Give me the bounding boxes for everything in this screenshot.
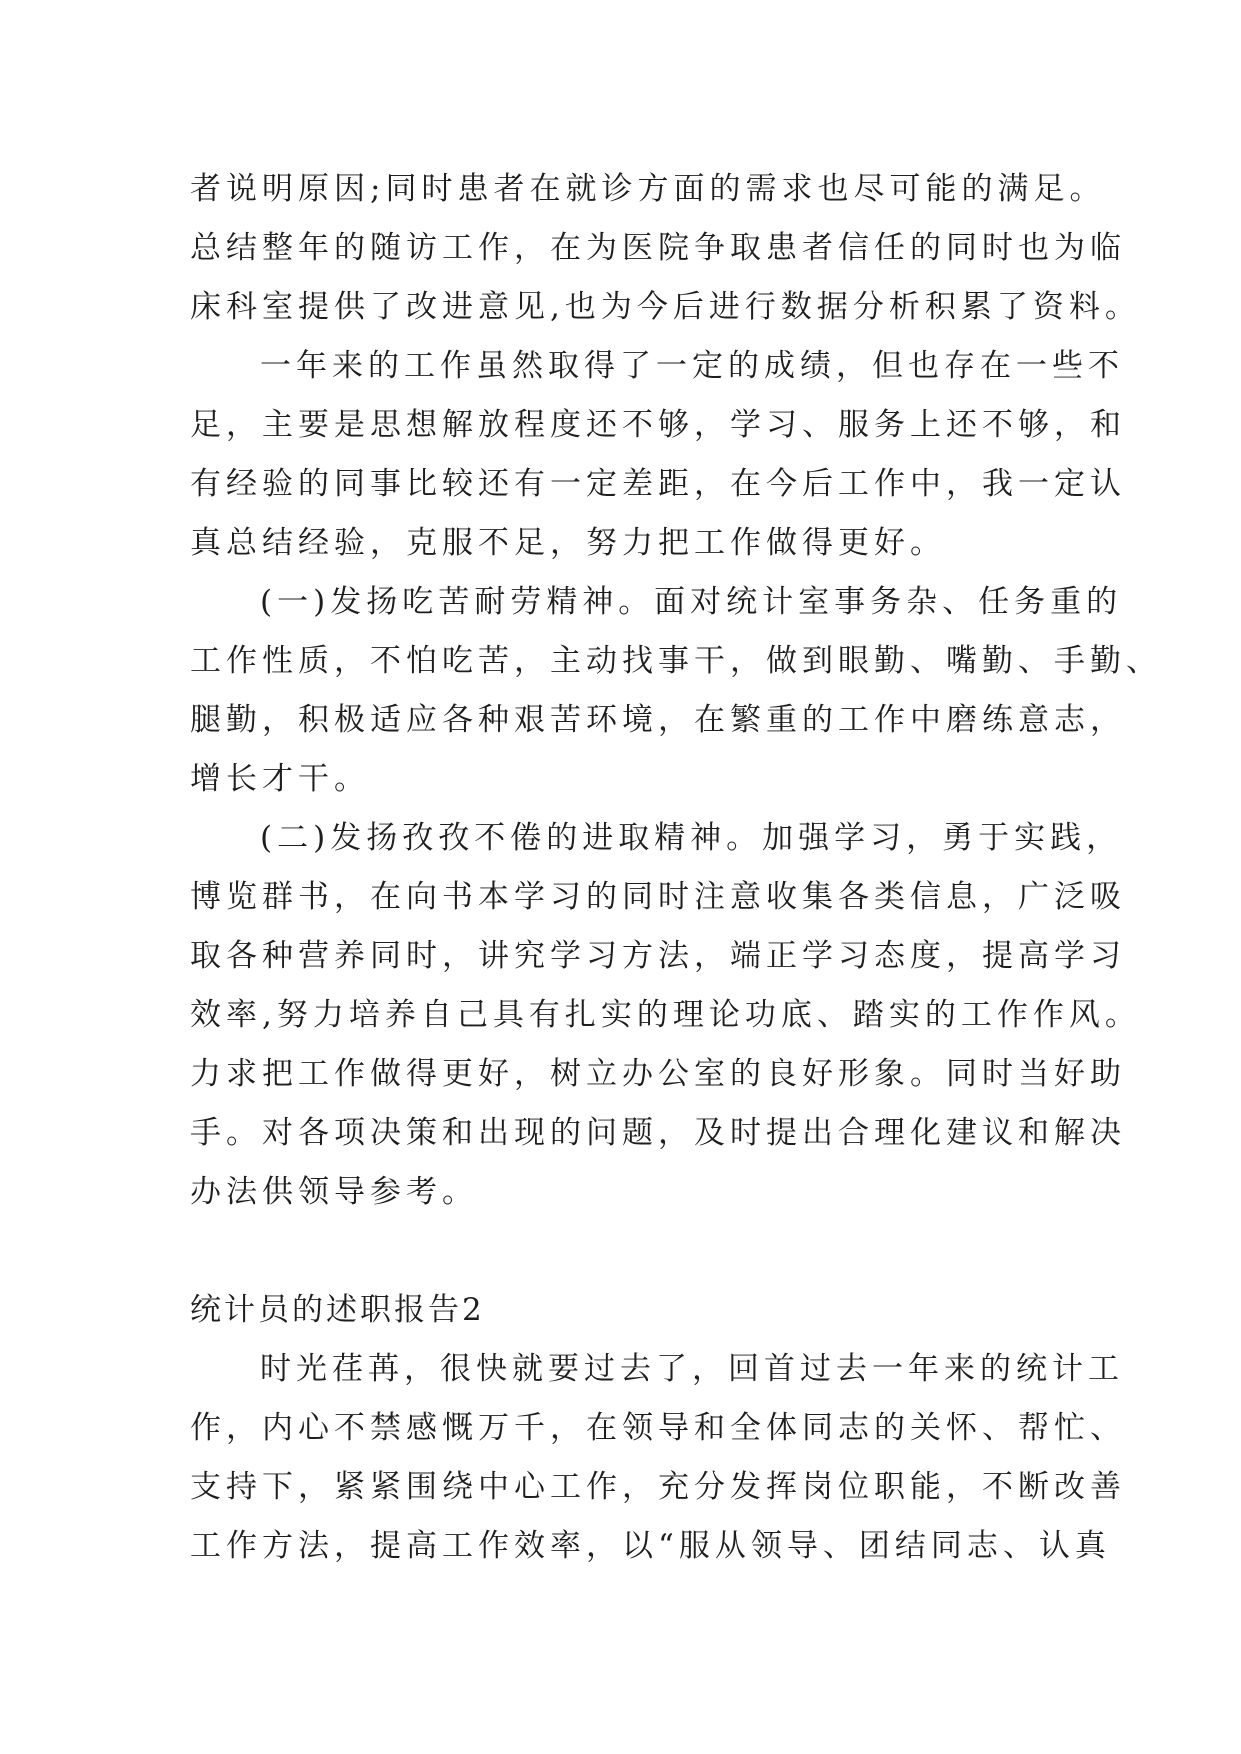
- text-line: 真总结经验，克服不足，努力把工作做得更好。: [190, 525, 946, 561]
- text-line: 工作方法，提高工作效率，以“服从领导、团结同志、认真: [190, 1528, 1111, 1564]
- text-line: (二)发扬孜孜不倦的进取精神。加强学习，勇于实践，: [260, 820, 1123, 856]
- text-line: 工作性质，不怕吃苦，主动找事干，做到眼勤、嘴勤、手勤、: [190, 643, 1162, 679]
- paragraph: [190, 337, 1126, 573]
- text-line: 博览群书，在向书本学习的同时注意收集各类信息，广泛吸: [190, 879, 1126, 915]
- text-line: 手。对各项决策和出现的问题，及时提出合理化建议和解决: [190, 1115, 1126, 1151]
- text-line: 床科室提供了改进意见,也为今后进行数据分析积累了资料。: [190, 289, 1141, 325]
- paragraph: [190, 1340, 1126, 1576]
- text-line: 一年来的工作虽然取得了一定的成绩，但也存在一些不: [260, 348, 1124, 384]
- text-line: 腿勤，积极适应各种艰苦环境，在繁重的工作中磨练意志，: [190, 702, 1126, 738]
- paragraph: [190, 809, 1141, 1222]
- section-spacer: [190, 1222, 1070, 1281]
- text-line: (一)发扬吃苦耐劳精神。面对统计室事务杂、任务重的: [260, 584, 1123, 620]
- text-line: 者说明原因;同时患者在就诊方面的需求也尽可能的满足。: [190, 171, 1106, 207]
- text-line: 足，主要是思想解放程度还不够，学习、服务上还不够，和: [190, 407, 1126, 443]
- text-line: 时光荏苒，很快就要过去了，回首过去一年来的统计工: [260, 1351, 1124, 1387]
- paragraph: [190, 219, 1141, 337]
- text-line: 作，内心不禁感慨万千，在领导和全体同志的关怀、帮忙、: [190, 1410, 1126, 1446]
- text-line: 效率,努力培养自己具有扎实的理论功底、踏实的工作作风。: [190, 997, 1141, 1033]
- text-line: 取各种营养同时，讲究学习方法，端正学习态度，提高学习: [190, 938, 1126, 974]
- section-heading: 统计员的述职报告2: [190, 1292, 485, 1328]
- paragraph: [190, 573, 1162, 809]
- text-line: 支持下，紧紧围绕中心工作，充分发挥岗位职能，不断改善: [190, 1469, 1126, 1505]
- text-line: 增长才干。: [190, 761, 370, 797]
- document-body: [190, 160, 1162, 1576]
- text-line: 力求把工作做得更好，树立办公室的良好形象。同时当好助: [190, 1056, 1126, 1092]
- text-line: 总结整年的随访工作，在为医院争取患者信任的同时也为临: [190, 230, 1126, 266]
- text-line: 办法供领导参考。: [190, 1174, 478, 1210]
- paragraph: [190, 160, 1106, 219]
- text-line: 有经验的同事比较还有一定差距，在今后工作中，我一定认: [190, 466, 1126, 502]
